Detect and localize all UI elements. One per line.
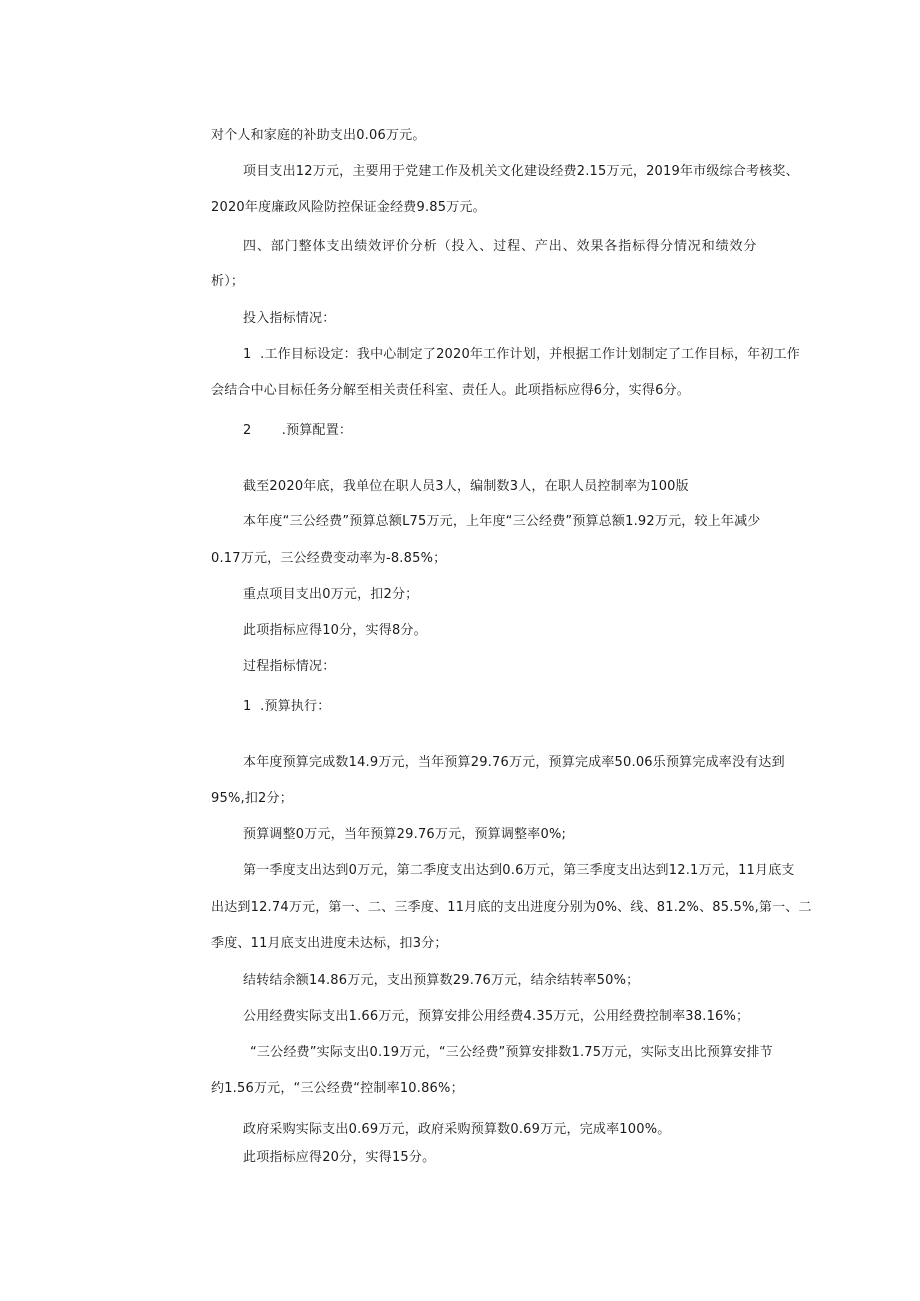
paragraph-line: 本年度“三公经费”预算总额L75万元，上年度“三公经费”预算总额1.92万元，较上年减少 <box>243 514 761 529</box>
paragraph-line: 1 .工作目标设定：我中心制定了2020年工作计划，并根据工作计划制定了工作目标，年初工作 <box>243 347 800 362</box>
paragraph-line: 2020年度廉政风险防控保证金经费9.85万元。 <box>211 200 486 215</box>
paragraph-line: 会结合中心目标任务分解至相关责任科室、责任人。此项指标应得6分，实得6分。 <box>211 383 690 398</box>
paragraph-line: 项目支出12万元，主要用于党建工作及机关文化建设经费2.15万元，2019年市级综合考核奖、 <box>243 164 799 179</box>
paragraph-line: 0.17万元，三公经费变动率为-8.85%； <box>211 551 447 566</box>
paragraph-line: 此项指标应得10分，实得8分。 <box>243 623 427 638</box>
paragraph-line: 结转结余额14.86万元，支出预算数29.76万元，结余结转率50%； <box>243 973 640 988</box>
paragraph-line: 重点项目支出0万元，扣2分； <box>243 587 419 602</box>
subsection-heading: 1 .预算执行： <box>243 699 331 714</box>
paragraph-line: 本年度预算完成数14.9万元，当年预算29.76万元，预算完成率50.06乐预算完成率没有达到 <box>243 755 785 770</box>
paragraph-line: 公用经费实际支出1.66万元，预算安排公用经费4.35万元，公用经费控制率38.16%； <box>243 1009 750 1024</box>
paragraph-line: 出达到12.74万元，第一、二、三季度、11月底的支出进度分别为0%、线、81.2%、85.5%,第一、二 <box>211 900 812 915</box>
paragraph-line: “三公经费”实际支出0.19万元，“三公经费”预算安排数1.75万元，实际支出比预算安排节 <box>250 1045 773 1060</box>
paragraph-line: 第一季度支出达到0万元，第二季度支出达到0.6万元，第三季度支出达到12.1万元，11月底支 <box>243 863 795 878</box>
paragraph-line: 95%,扣2分； <box>211 791 293 806</box>
section-heading: 四、部门整体支出绩效评价分析（投入、过程、产出、效果各指标得分情况和绩效分 <box>243 239 758 254</box>
paragraph-line: 截至2020年底，我单位在职人员3人，编制数3人，在职人员控制率为100版 <box>243 479 689 494</box>
paragraph-line: 政府采购实际支出0.69万元，政府采购预算数0.69万元，完成率100%。 <box>243 1122 671 1137</box>
subsection-heading: 过程指标情况： <box>243 659 336 674</box>
paragraph-line: 约1.56万元，“三公经费“控制率10.86%； <box>211 1081 464 1096</box>
paragraph-line: 对个人和家庭的补助支出0.06万元。 <box>211 128 426 143</box>
section-heading: 析）； <box>211 274 245 289</box>
paragraph-line: 预算调整0万元，当年预算29.76万元，预算调整率0%; <box>243 827 567 842</box>
subsection-heading: 投入指标情况： <box>243 311 336 326</box>
paragraph-line: 季度、11月底支出进度未达标，扣3分； <box>211 936 448 951</box>
paragraph-line: 此项指标应得20分，实得15分。 <box>243 1150 436 1165</box>
subsection-heading: 2 .预算配置： <box>243 423 353 438</box>
